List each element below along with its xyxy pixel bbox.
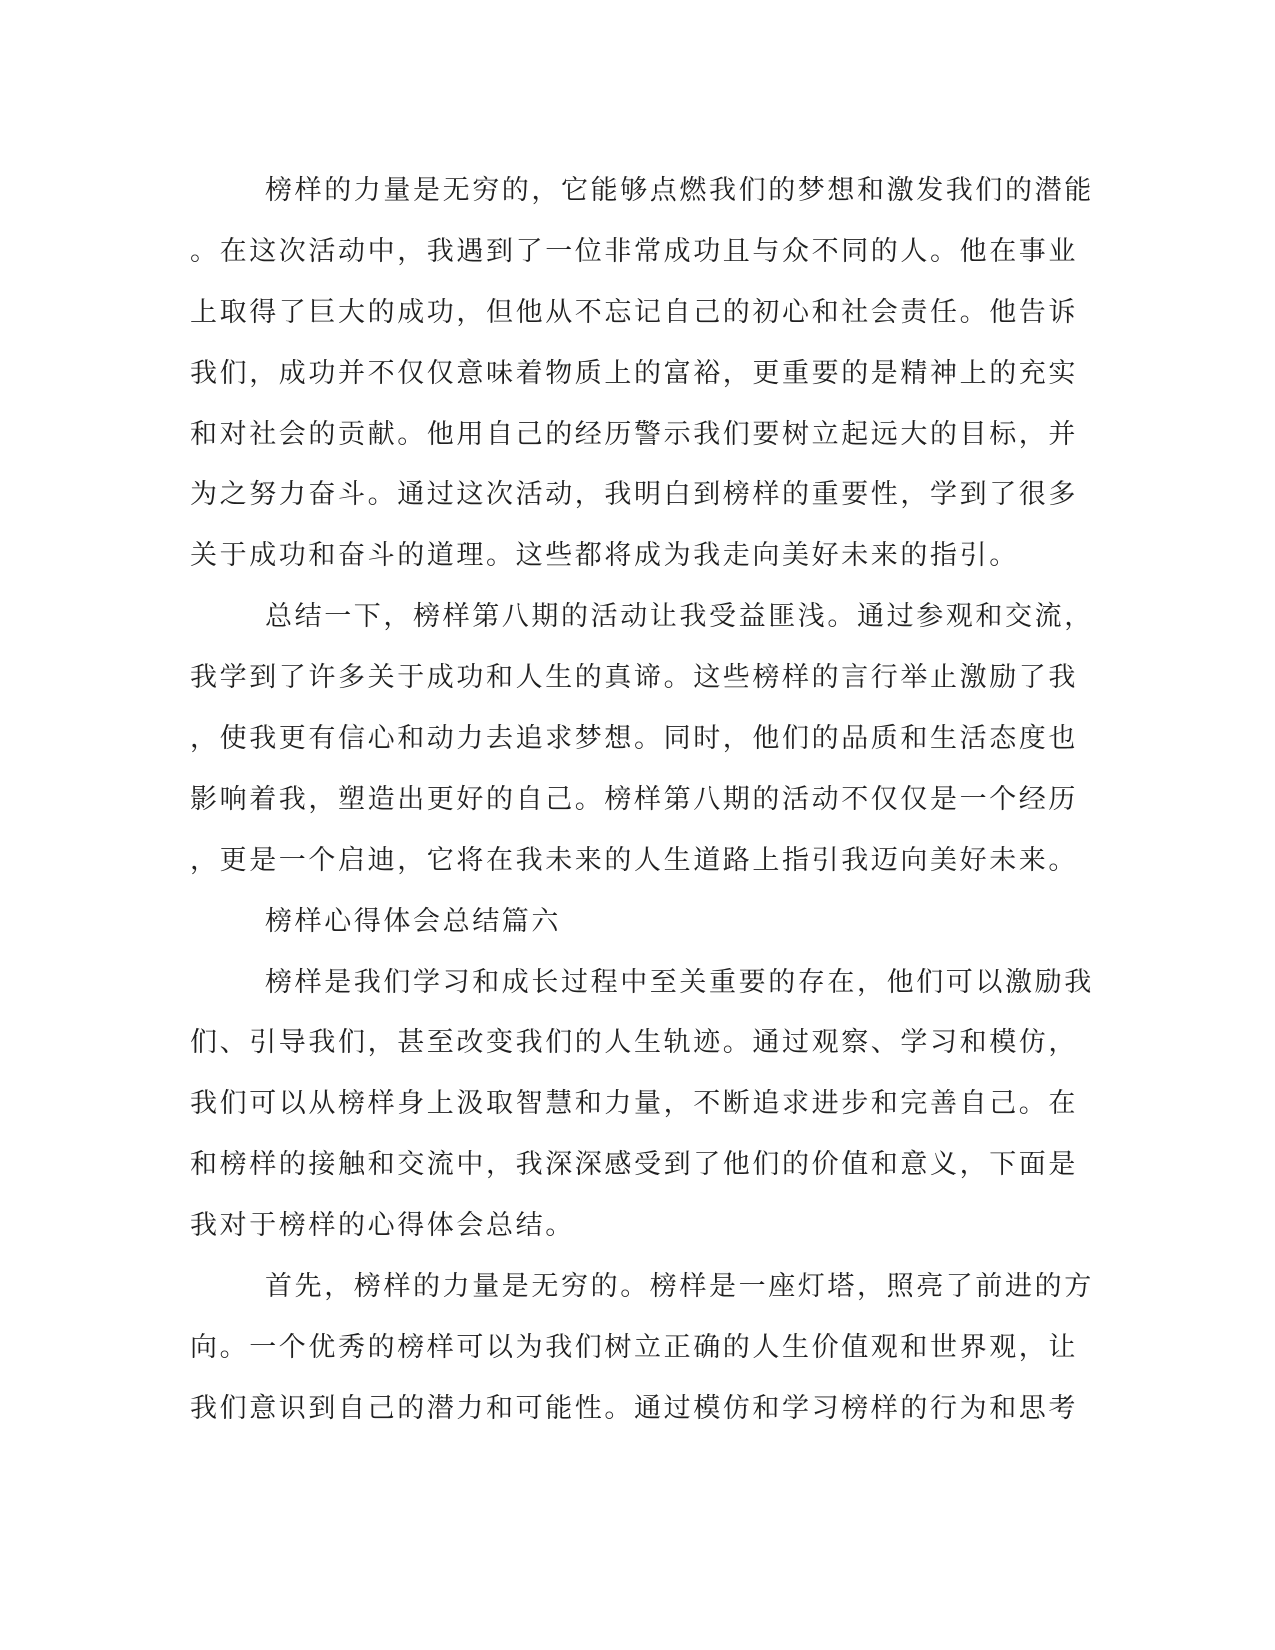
- paragraph-1-line-3: 上取得了巨大的成功，但他从不忘记自己的初心和社会责任。他告诉: [190, 296, 1078, 328]
- paragraph-3-line-2: 们、引导我们，甚至改变我们的人生轨迹。通过观察、学习和模仿，: [190, 1027, 1078, 1059]
- paragraph-1-line-4: 我们，成功并不仅仅意味着物质上的富裕，更重要的是精神上的充实: [190, 357, 1078, 389]
- paragraph-1-line-5: 和对社会的贡献。他用自己的经历警示我们要树立起远大的目标，并: [190, 418, 1078, 450]
- paragraph-3-line-4: 和榜样的接触和交流中，我深深感受到了他们的价值和意义，下面是: [190, 1149, 1078, 1181]
- paragraph-2-line-3: ，使我更有信心和动力去追求梦想。同时，他们的品质和生活态度也: [190, 723, 1078, 755]
- section-heading: 榜样心得体会总结篇六: [265, 905, 561, 937]
- paragraph-1-line-1: 榜样的力量是无穷的，它能够点燃我们的梦想和激发我们的潜能: [265, 175, 1094, 206]
- paragraph-2-line-4: 影响着我，塑造出更好的自己。榜样第八期的活动不仅仅是一个经历: [190, 783, 1078, 815]
- paragraph-1-line-2: 。在这次活动中，我遇到了一位非常成功且与众不同的人。他在事业: [190, 235, 1078, 267]
- paragraph-4-line-2: 向。一个优秀的榜样可以为我们树立正确的人生价值观和世界观，让: [190, 1331, 1078, 1363]
- paragraph-2-line-5: ，更是一个启迪，它将在我未来的人生道路上指引我迈向美好未来。: [190, 844, 1078, 876]
- paragraph-2-line-1: 总结一下，榜样第八期的活动让我受益匪浅。通过参观和交流，: [265, 601, 1094, 633]
- paragraph-1-line-7: 关于成功和奋斗的道理。这些都将成为我走向美好未来的指引。: [190, 540, 1019, 572]
- paragraph-4-line-1: 首先，榜样的力量是无穷的。榜样是一座灯塔，照亮了前进的方: [265, 1271, 1094, 1303]
- paragraph-3-line-5: 我对于榜样的心得体会总结。: [190, 1210, 575, 1242]
- paragraph-3-line-1: 榜样是我们学习和成长过程中至关重要的存在，他们可以激励我: [265, 966, 1094, 998]
- paragraph-2-line-2: 我学到了许多关于成功和人生的真谛。这些榜样的言行举止激励了我: [190, 662, 1078, 694]
- paragraph-4-line-3: 我们意识到自己的潜力和可能性。通过模仿和学习榜样的行为和思考: [190, 1392, 1078, 1424]
- document-body: [190, 161, 1094, 1440]
- paragraph-1-line-6: 为之努力奋斗。通过这次活动，我明白到榜样的重要性，学到了很多: [190, 479, 1078, 511]
- paragraph-3-line-3: 我们可以从榜样身上汲取智慧和力量，不断追求进步和完善自己。在: [190, 1088, 1078, 1120]
